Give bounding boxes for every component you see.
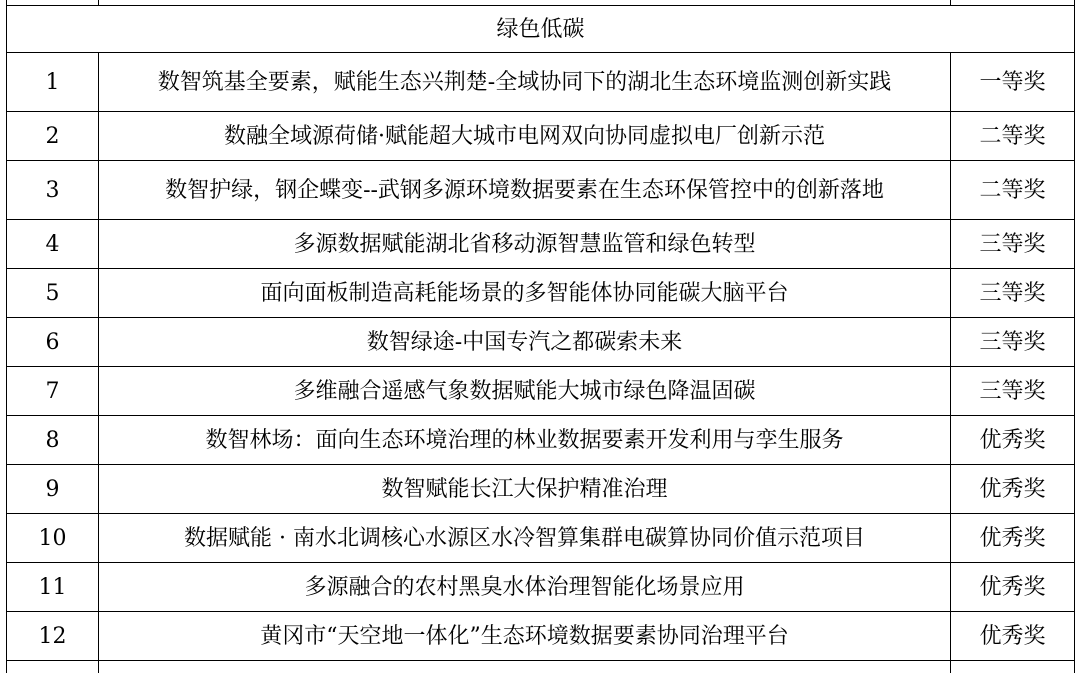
table-row [7, 220, 1075, 269]
award-level: 三等奖 [951, 220, 1075, 269]
table-bottom-edge [7, 661, 1075, 673]
project-title: 多源融合的农村黑臭水体治理智能化场景应用 [99, 563, 951, 612]
row-number: 10 [7, 514, 99, 563]
section-title: 绿色低碳 [7, 6, 1075, 53]
project-title: 数智绿途-中国专汽之都碳索未来 [99, 318, 951, 367]
award-level: 优秀奖 [951, 416, 1075, 465]
row-number: 9 [7, 465, 99, 514]
row-number: 12 [7, 612, 99, 661]
row-number: 4 [7, 220, 99, 269]
table-row [7, 367, 1075, 416]
project-title: 数智林场：面向生态环境治理的林业数据要素开发利用与孪生服务 [99, 416, 951, 465]
award-level: 三等奖 [951, 367, 1075, 416]
project-title: 面向面板制造高耗能场景的多智能体协同能碳大脑平台 [99, 269, 951, 318]
project-title: 数智赋能长江大保护精准治理 [99, 465, 951, 514]
award-level: 二等奖 [951, 112, 1075, 161]
row-number: 11 [7, 563, 99, 612]
row-number: 3 [7, 161, 99, 220]
award-level: 优秀奖 [951, 612, 1075, 661]
row-number: 7 [7, 367, 99, 416]
table-row [7, 269, 1075, 318]
awards-table [6, 0, 1075, 673]
project-title: 数据赋能 · 南水北调核心水源区水冷智算集群电碳算协同价值示范项目 [99, 514, 951, 563]
award-level: 一等奖 [951, 53, 1075, 112]
award-level: 三等奖 [951, 318, 1075, 367]
table-row [7, 112, 1075, 161]
table-row [7, 563, 1075, 612]
project-title: 黄冈市“天空地一体化”生态环境数据要素协同治理平台 [99, 612, 951, 661]
row-number: 6 [7, 318, 99, 367]
row-number: 2 [7, 112, 99, 161]
project-title: 多源数据赋能湖北省移动源智慧监管和绿色转型 [99, 220, 951, 269]
award-level: 优秀奖 [951, 465, 1075, 514]
table-row [7, 161, 1075, 220]
award-level: 三等奖 [951, 269, 1075, 318]
table-row [7, 465, 1075, 514]
table-row [7, 53, 1075, 112]
table-row [7, 318, 1075, 367]
project-title: 数智护绿，钢企蝶变--武钢多源环境数据要素在生态环保管控中的创新落地 [99, 161, 951, 220]
project-title: 数智筑基全要素，赋能生态兴荆楚-全域协同下的湖北生态环境监测创新实践 [99, 53, 951, 112]
project-title: 多维融合遥感气象数据赋能大城市绿色降温固碳 [99, 367, 951, 416]
table-row [7, 416, 1075, 465]
row-number: 8 [7, 416, 99, 465]
table-row [7, 514, 1075, 563]
award-level: 优秀奖 [951, 514, 1075, 563]
row-number: 1 [7, 53, 99, 112]
project-title: 数融全域源荷储·赋能超大城市电网双向协同虚拟电厂创新示范 [99, 112, 951, 161]
row-number: 5 [7, 269, 99, 318]
section-header-row [7, 6, 1075, 53]
table-row [7, 612, 1075, 661]
award-level: 优秀奖 [951, 563, 1075, 612]
award-level: 二等奖 [951, 161, 1075, 220]
